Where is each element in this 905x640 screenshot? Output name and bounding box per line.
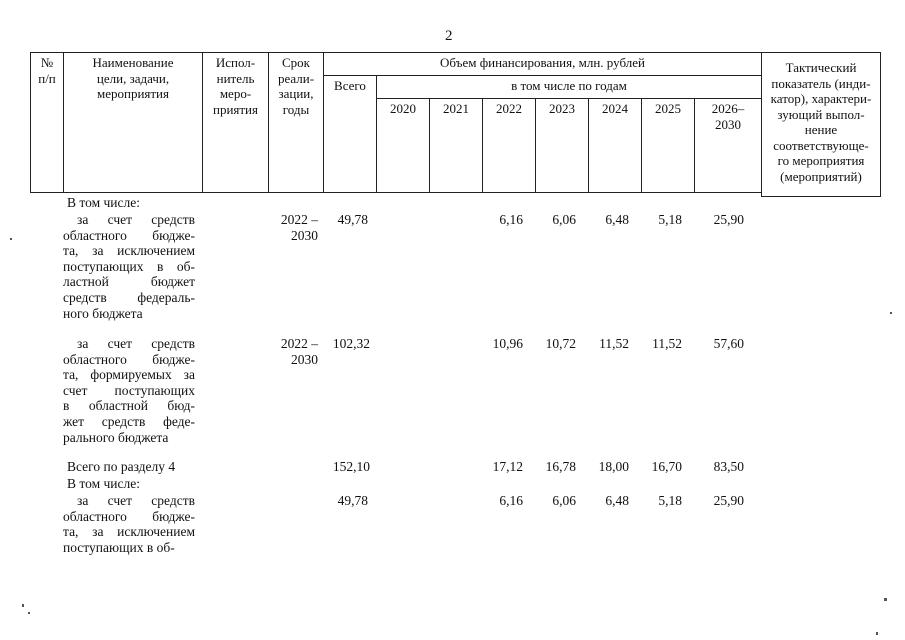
desc-line: областного бюдже- [63,227,195,243]
header-year: 2023 [535,98,589,193]
desc-line: та, формируемых за [63,367,195,383]
row-value: 5,18 [658,493,682,508]
desc-line: за счет средств [77,336,195,351]
row-label: В том числе: [67,476,140,491]
desc-line: ного бюджета [63,305,143,321]
row-total: 102,32 [332,336,370,351]
header-year: 2024 [588,98,642,193]
header-year: 2020 [376,98,430,193]
desc-line: ластной бюджет [63,274,195,290]
row-value: 25,90 [713,493,744,508]
header-year: 2022 [482,98,536,193]
header-funding: Объем финансирования, млн. рублей [323,52,762,76]
desc-line: за счет средств [77,212,195,227]
desc-line: в областной бюд- [63,398,195,414]
row-total: 49,78 [337,212,368,227]
row-value: 6,16 [499,212,523,227]
header-year: 2026– 2030 [694,98,762,193]
desc-line: поступающих в об- [63,258,195,274]
row-description [63,212,195,321]
desc-line: та, за исключением [63,243,195,259]
row-value: 6,48 [605,212,629,227]
desc-line: областного бюдже- [63,351,195,367]
header-year: 2025 [641,98,695,193]
scan-speck [28,612,30,614]
scan-speck [890,312,892,314]
desc-line: счет поступающих [63,382,195,398]
row-value: 16,78 [545,459,576,474]
scan-speck [10,238,12,240]
row-value: 5,18 [658,212,682,227]
row-label: В том числе: [67,195,140,210]
desc-line: жет средств феде- [63,413,195,429]
header-by-years: в том числе по годам [376,75,762,99]
row-value: 11,52 [652,336,682,351]
row-value: 11,52 [599,336,629,351]
scan-speck [876,632,878,635]
header-num: № п/п [30,52,64,193]
header-indicator: Тактический показатель (инди- катор), характери- зующий выпол- нение соответствующе- го мероприятия (мероприятий) [761,52,881,197]
row-value: 16,70 [651,459,682,474]
desc-line: средств федераль- [63,289,195,305]
row-total: 152,10 [332,459,370,474]
row-value: 10,96 [492,336,523,351]
row-value: 6,06 [552,493,576,508]
row-value: 25,90 [713,212,744,227]
header-year: 2021 [429,98,483,193]
row-description [63,493,195,555]
table-header [30,52,881,197]
row-value: 57,60 [713,336,744,351]
desc-line: областного бюдже- [63,508,195,524]
row-total: 49,78 [337,493,368,508]
header-total: Всего [323,75,377,193]
desc-line: за счет средств [77,493,195,508]
row-years: 2022 – 2030 [280,336,318,367]
row-value: 6,06 [552,212,576,227]
row-value: 83,50 [713,459,744,474]
scan-speck [22,604,24,607]
desc-line: рального бюджета [63,429,169,445]
row-value: 18,00 [598,459,629,474]
desc-line: поступающих в об- [63,539,175,555]
header-name: Наименование цели, задачи, мероприятия [63,52,203,193]
row-description [63,336,195,445]
header-term: Срок реали- зации, годы [268,52,324,193]
row-years: 2022 – 2030 [280,212,318,243]
row-value: 6,16 [499,493,523,508]
row-label: Всего по разделу 4 [67,459,176,474]
page-number: 2 [445,28,453,44]
row-value: 17,12 [492,459,523,474]
scan-speck [884,598,887,601]
desc-line: та, за исключением [63,524,195,540]
row-value: 6,48 [605,493,629,508]
row-value: 10,72 [545,336,576,351]
header-executor: Испол- нитель меро- приятия [202,52,269,193]
